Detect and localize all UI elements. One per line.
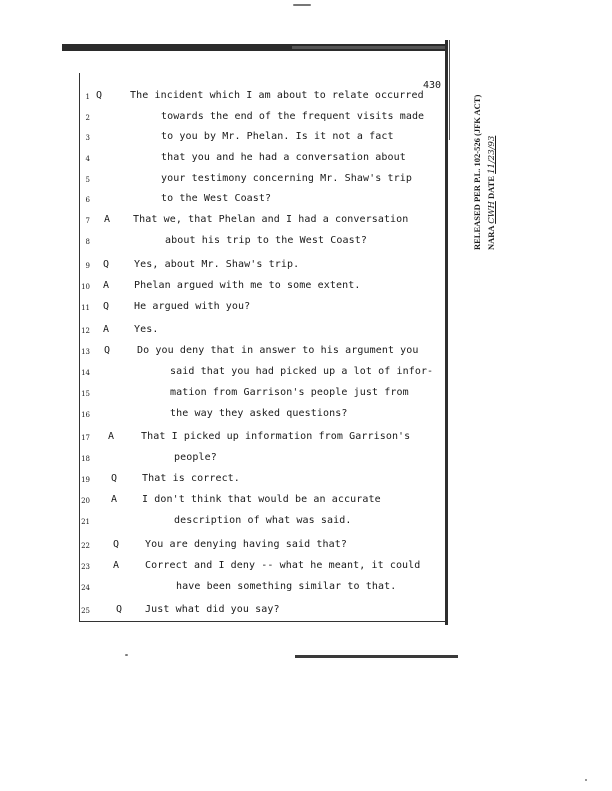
scan-speck <box>125 654 128 656</box>
line-number: 12 <box>81 327 90 335</box>
line-number: 7 <box>85 217 90 225</box>
line-text: your testimony concerning Mr. Shaw's trip <box>161 173 412 184</box>
line-number: 5 <box>85 176 90 184</box>
right-margin-rule-thin <box>449 40 450 140</box>
speaker-label: A <box>113 560 120 571</box>
line-text: description of what was said. <box>174 515 352 526</box>
speaker-label: Q <box>96 90 103 101</box>
line-text: people? <box>174 452 217 463</box>
line-number: 15 <box>81 390 90 398</box>
line-number: 17 <box>81 434 90 442</box>
top-redaction-bar <box>62 44 447 51</box>
line-text: to the West Coast? <box>161 193 272 204</box>
scan-speck <box>585 779 587 781</box>
stamp-initials: CWH <box>487 201 497 224</box>
speaker-label: Q <box>116 604 123 615</box>
speaker-label: Q <box>104 345 111 356</box>
line-text: the way they asked questions? <box>170 408 348 419</box>
line-number: 4 <box>85 155 90 163</box>
stamp-line-nara <box>484 60 499 250</box>
line-number: 21 <box>81 518 90 526</box>
speaker-label: A <box>108 431 115 442</box>
stamp-date: 11/23/93 <box>487 135 497 174</box>
line-number: 14 <box>81 369 90 377</box>
line-text: towards the end of the frequent visits made <box>161 111 425 122</box>
line-number: 24 <box>81 584 90 592</box>
stamp-line-release: RELEASED PER P.L. 102-526 (JFK ACT) <box>472 94 482 250</box>
line-text: Phelan argued with me to some extent. <box>134 280 361 291</box>
line-number: 9 <box>85 262 90 270</box>
line-number: 25 <box>81 607 90 615</box>
right-margin-rule <box>445 40 448 625</box>
line-number: 8 <box>85 238 90 246</box>
line-number: 10 <box>81 283 90 291</box>
line-number: 19 <box>81 476 90 484</box>
speaker-label: A <box>103 324 110 335</box>
line-text: That is correct. <box>142 473 240 484</box>
page-number: 430 <box>423 80 442 91</box>
line-text: that you and he had a conversation about <box>161 152 406 163</box>
bottom-redaction-bar <box>295 655 458 658</box>
stamp-nara-label: NARA <box>486 225 496 250</box>
speaker-label: A <box>103 280 110 291</box>
scan-speck <box>293 4 311 6</box>
line-number: 3 <box>85 134 90 142</box>
line-number: 20 <box>81 497 90 505</box>
line-number: 16 <box>81 411 90 419</box>
speaker-label: A <box>111 494 118 505</box>
line-number: 23 <box>81 563 90 571</box>
speaker-label: Q <box>113 539 120 550</box>
line-text: You are denying having said that? <box>145 539 347 550</box>
speaker-label: Q <box>111 473 118 484</box>
line-text: I don't think that would be an accurate <box>142 494 381 505</box>
line-text: Yes, about Mr. Shaw's trip. <box>134 259 300 270</box>
line-text: That I picked up information from Garrison's <box>141 431 411 442</box>
line-number: 22 <box>81 542 90 550</box>
line-text: mation from Garrison's people just from <box>170 387 409 398</box>
line-number: 18 <box>81 455 90 463</box>
line-text: Just what did you say? <box>145 604 280 615</box>
line-number: 13 <box>81 348 90 356</box>
line-text: The incident which I am about to relate occurred <box>130 90 424 101</box>
line-number: 1 <box>85 93 90 101</box>
speaker-label: Q <box>103 301 110 312</box>
line-text: Correct and I deny -- what he meant, it could <box>145 560 421 571</box>
line-number: 6 <box>85 196 90 204</box>
line-text: said that you had picked up a lot of infor- <box>170 366 434 377</box>
line-text: Do you deny that in answer to his argument you <box>137 345 419 356</box>
line-text: That we, that Phelan and I had a conversation <box>133 214 409 225</box>
line-text: have been something similar to that. <box>176 581 397 592</box>
line-text: He argued with you? <box>134 301 251 312</box>
line-number: 2 <box>85 114 90 122</box>
line-number: 11 <box>81 304 90 312</box>
line-text: Yes. <box>134 324 159 335</box>
line-text: about his trip to the West Coast? <box>165 235 367 246</box>
speaker-label: Q <box>103 259 110 270</box>
stamp-date-label: DATE <box>486 176 496 199</box>
speaker-label: A <box>104 214 111 225</box>
declassification-stamp <box>470 60 504 250</box>
line-text: to you by Mr. Phelan. Is it not a fact <box>161 131 394 142</box>
